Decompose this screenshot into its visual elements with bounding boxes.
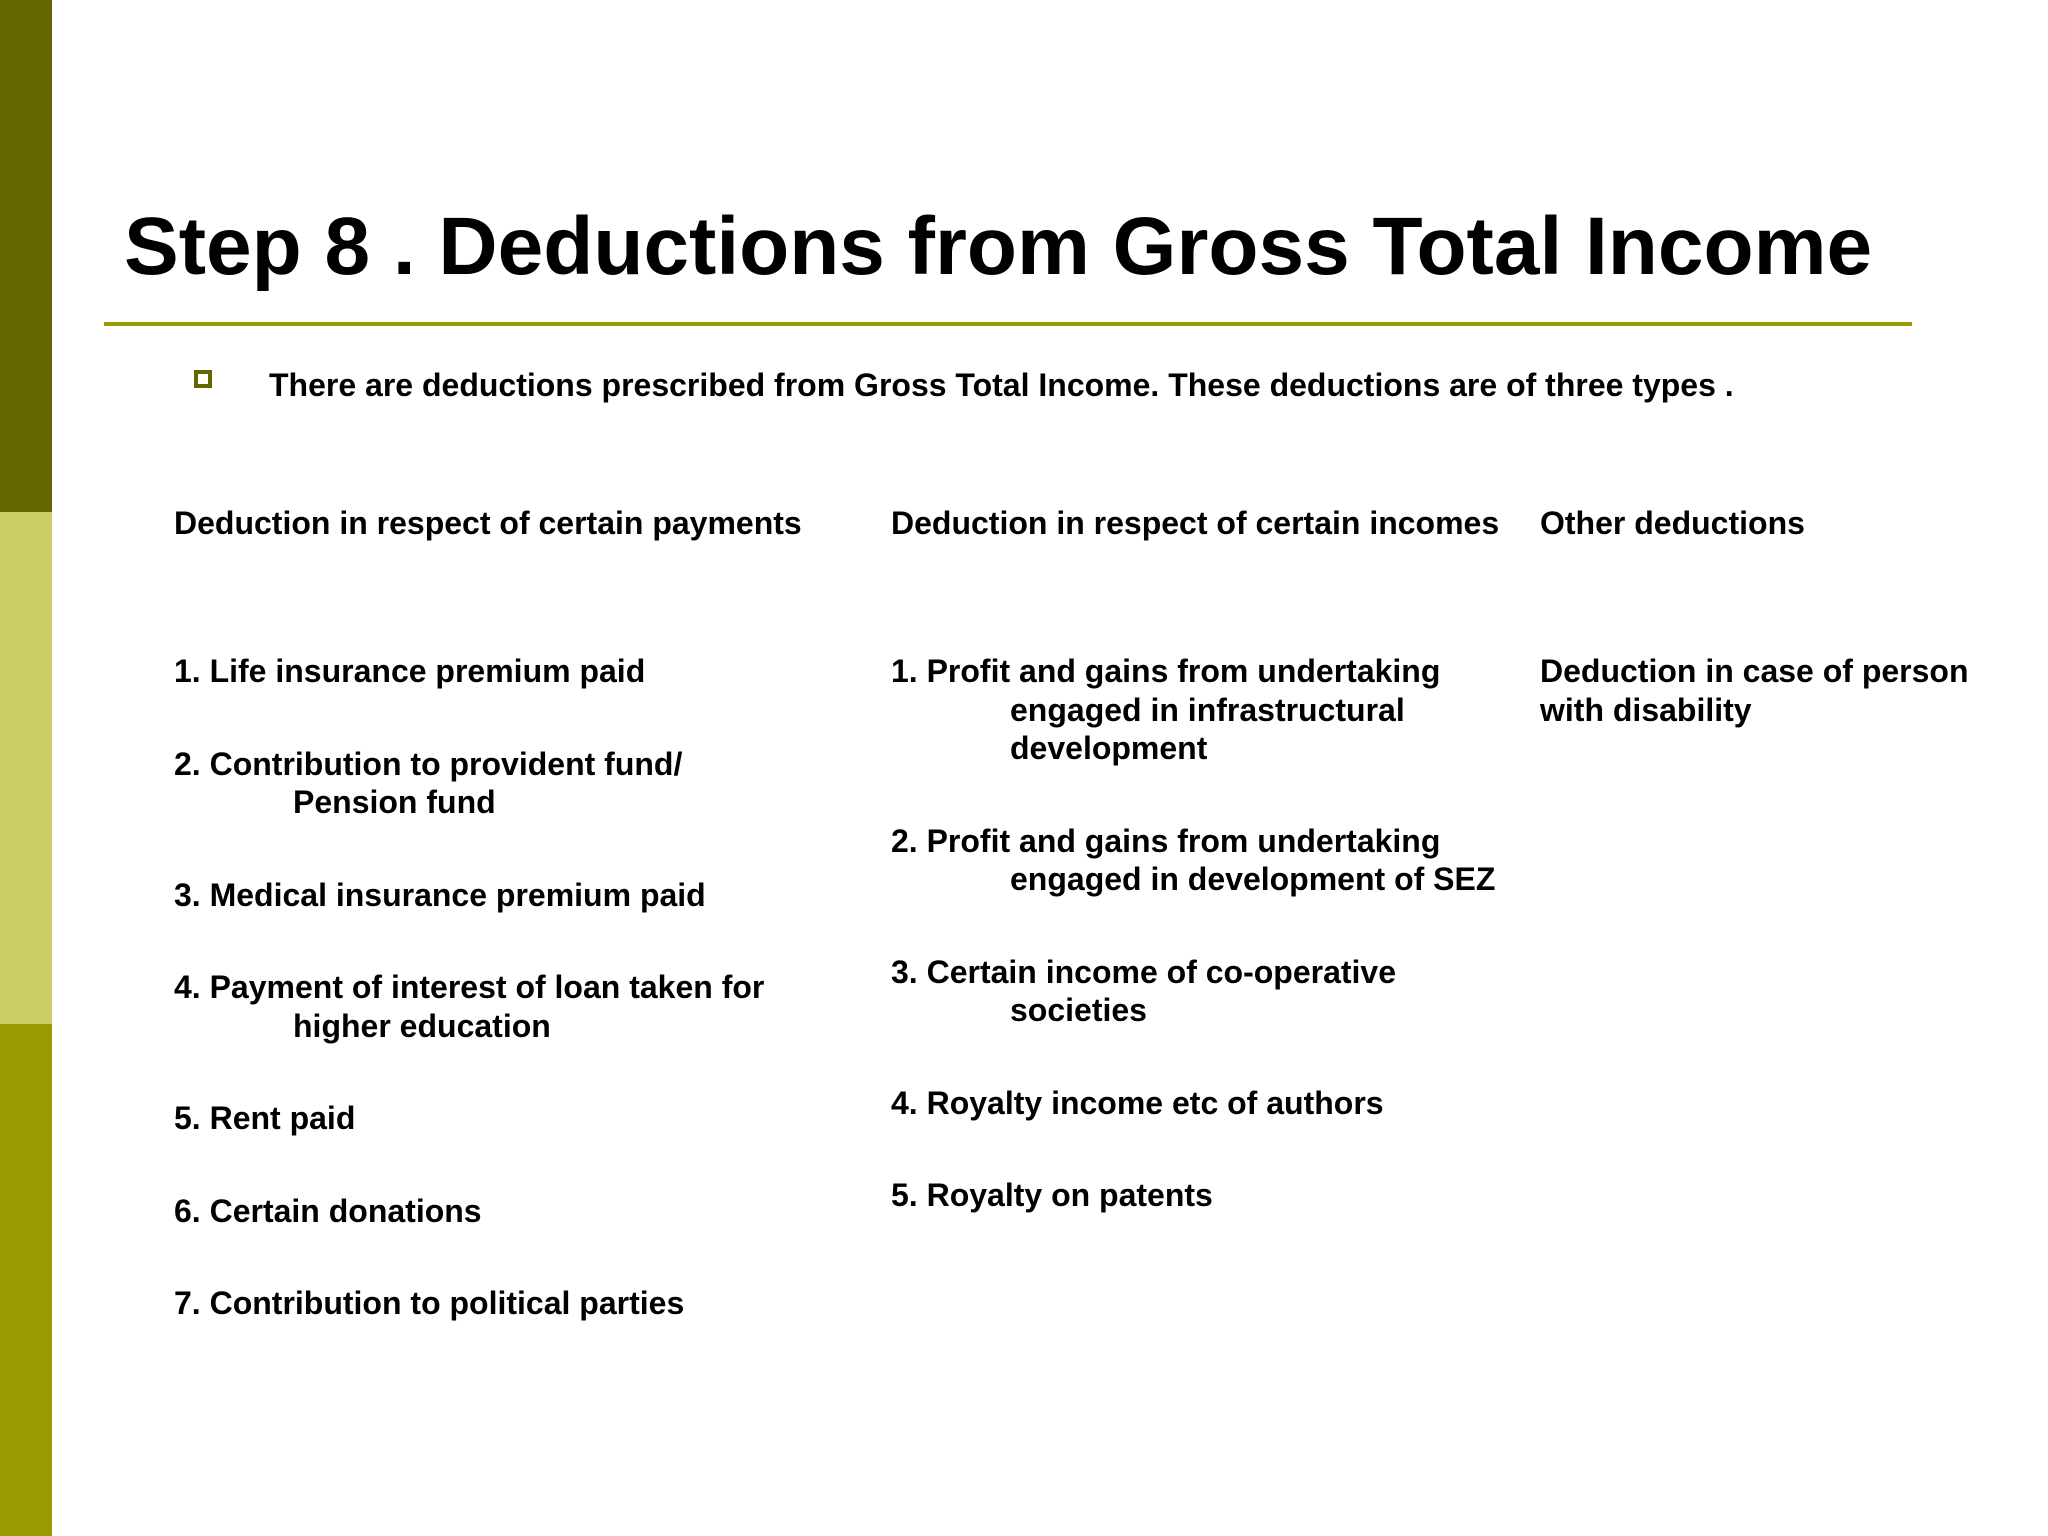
list-item-text: 7. Contribution to political parties xyxy=(174,1285,685,1321)
list-item xyxy=(891,652,1511,768)
list-item-text: 5. Royalty on patents xyxy=(891,1177,1213,1213)
sidebar-mid-segment xyxy=(0,1024,52,1536)
column-header: Deduction in respect of certain incomes xyxy=(891,505,1500,541)
deduction-list xyxy=(891,652,1511,1215)
list-item-text: Deduction in case of person with disability xyxy=(1540,653,1969,728)
list-item xyxy=(174,1284,874,1323)
list-item-text: 3. Certain income of co-operative xyxy=(891,953,1397,990)
column-certain-payments xyxy=(174,504,874,1377)
deduction-list xyxy=(174,652,874,1323)
list-item-text: 2. Contribution to provident fund/ xyxy=(174,745,683,782)
column-other-deductions xyxy=(1540,504,1980,783)
list-item-continuation: societies xyxy=(1010,992,1147,1028)
list-item-text: 1. Profit and gains from undertaking xyxy=(891,653,1441,689)
list-item-text: 3. Medical insurance premium paid xyxy=(174,876,706,913)
list-item xyxy=(174,1192,874,1231)
column-header: Deduction in respect of certain payments xyxy=(174,505,802,541)
list-item xyxy=(174,876,874,915)
list-item-text: 2. Profit and gains from undertaking xyxy=(891,822,1441,859)
list-item xyxy=(891,953,1511,1030)
list-item xyxy=(1540,652,1980,729)
list-item-text: 4. Royalty income etc of authors xyxy=(891,1084,1384,1121)
title-divider xyxy=(104,322,1912,326)
list-item xyxy=(174,968,874,1045)
list-item-continuation: higher education xyxy=(293,1007,551,1044)
list-item-text: 5. Rent paid xyxy=(174,1100,356,1136)
list-item-continuation: Pension fund xyxy=(293,784,496,820)
list-item xyxy=(891,1084,1511,1123)
list-item xyxy=(174,1099,874,1138)
list-item xyxy=(891,1176,1511,1215)
hollow-square-bullet-icon xyxy=(194,370,212,388)
list-item-text: 4. Payment of interest of loan taken for xyxy=(174,969,765,1005)
intro-bullet xyxy=(194,366,1734,404)
list-item-continuation: engaged in infrastructural development xyxy=(1010,691,1405,766)
list-item-continuation: engaged in development of SEZ xyxy=(1010,861,1496,897)
sidebar-light-segment xyxy=(0,512,52,1024)
slide-title: Step 8 . Deductions from Gross Total Income xyxy=(124,201,1873,292)
list-item-text: 1. Life insurance premium paid xyxy=(174,653,646,689)
column-header: Other deductions xyxy=(1540,505,1805,541)
list-item xyxy=(891,822,1511,899)
list-item-text: 6. Certain donations xyxy=(174,1192,482,1229)
sidebar-dark-segment xyxy=(0,0,52,512)
deduction-list xyxy=(1540,652,1980,729)
column-certain-incomes xyxy=(891,504,1511,1269)
list-item xyxy=(174,745,874,822)
intro-text: There are deductions prescribed from Gross Total Income. These deductions are of three types . xyxy=(269,367,1734,403)
list-item xyxy=(174,652,874,691)
